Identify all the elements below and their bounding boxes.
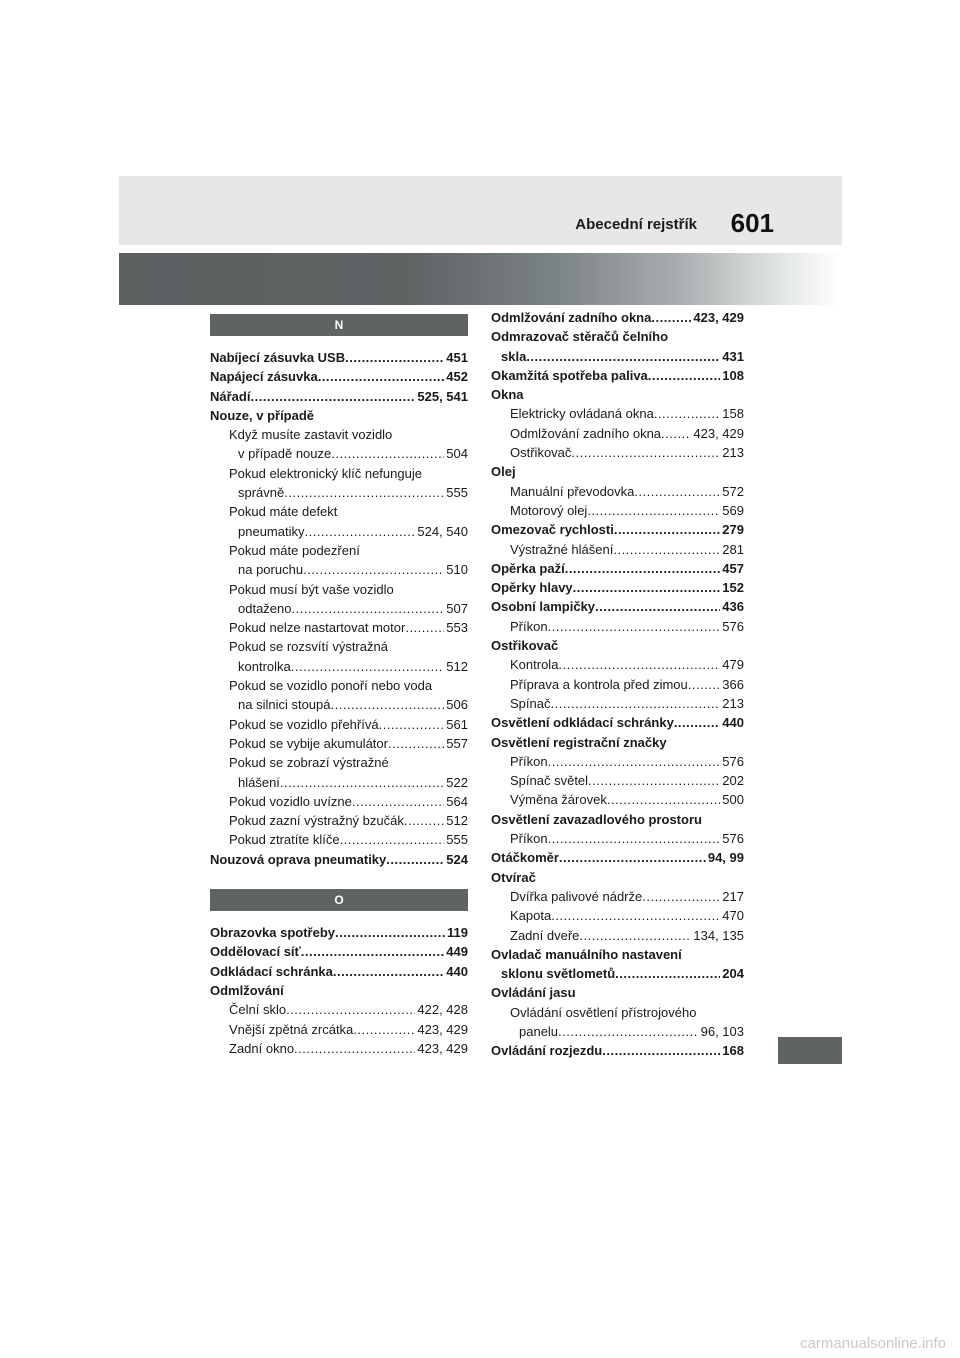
index-subheading: Když musíte zastavit vozidlo [229,427,393,443]
section-header-o: O [210,889,468,911]
index-heading: Osvětlení zavazadlového prostoru [491,811,702,827]
index-entry: Motorový olej ..... 569 [491,501,744,520]
index-entry: Vnější zpětná zrcátka ..... 423, 429 [210,1020,468,1039]
index-subheading: Pokud se rozsvítí výstražná [229,639,388,655]
index-entry: skla ..... 431 [491,347,744,366]
index-entry: Pokud vozidlo uvízne ..... 564 [210,792,468,811]
index-entry: Okamžitá spotřeba paliva ..... 108 [491,366,744,385]
index-entry: Spínač ..... 213 [491,694,744,713]
index-entry: v případě nouze ..... 504 [210,444,468,463]
index-entry: Zadní dveře ..... 134, 135 [491,926,744,945]
index-heading: Ovládání jasu [491,985,576,1001]
index-entry: Ovládání rozjezdu ..... 168 [491,1041,744,1060]
index-entry: Pokud ztratíte klíče ..... 555 [210,830,468,849]
index-subheading: Pokud elektronický klíč nefunguje [229,465,422,481]
index-entry: Ostřikovač ..... 213 [491,443,744,462]
index-entry: Obrazovka spotřeby ..... 119 [210,923,468,942]
chapter-side-tab [778,1037,842,1064]
index-entry: Opěrky hlavy ..... 152 [491,578,744,597]
index-entry: Omezovač rychlosti ..... 279 [491,520,744,539]
index-entry: Pokud se vozidlo přehřívá ..... 561 [210,715,468,734]
header-gradient-bar [119,253,842,305]
index-entry: Kontrola ..... 479 [491,655,744,674]
index-heading: Osvětlení registrační značky [491,734,667,750]
index-entry: Kapota ..... 470 [491,906,744,925]
index-entry: Výstražné hlášení ..... 281 [491,540,744,559]
index-entry: Příprava a kontrola před zimou ..... 366 [491,675,744,694]
index-heading: Otvírač [491,869,536,885]
index-entry: Opěrka paží ..... 457 [491,559,744,578]
index-entry: Příkon ..... 576 [491,752,744,771]
index-entry: panelu ..... 96, 103 [491,1022,744,1041]
index-heading: Ostřikovač [491,638,559,654]
index-entry: hlášení ..... 522 [210,773,468,792]
index-entry: Příkon ..... 576 [491,829,744,848]
index-entry: Oddělovací síť ..... 449 [210,942,468,961]
index-column-left [210,308,468,1058]
index-heading: Odmrazovač stěračů čelního [491,329,669,345]
index-entry: Elektricky ovládaná okna ..... 158 [491,404,744,423]
index-entry: kontrolka ..... 512 [210,657,468,676]
index-entry: Odkládací schránka ..... 440 [210,962,468,981]
index-subheading: Pokud se zobrazí výstražné [229,755,389,771]
index-entry: Otáčkoměr ..... 94, 99 [491,848,744,867]
index-entry: Osobní lampičky ..... 436 [491,597,744,616]
index-entry: Pokud se vybije akumulátor ..... 557 [210,734,468,753]
index-subheading: Pokud musí být vaše vozidlo [229,581,394,597]
index-entry: sklonu světlometů ..... 204 [491,964,744,983]
header-title: Abecední rejstřík [575,216,697,233]
index-entry: na poruchu ..... 510 [210,560,468,579]
index-entry: Výměna žárovek ..... 500 [491,790,744,809]
index-entry: odtaženo ..... 507 [210,599,468,618]
index-subheading: Pokud se vozidlo ponoří nebo voda [229,678,433,694]
index-entry: na silnici stoupá ..... 506 [210,695,468,714]
index-entry: Osvětlení odkládací schránky ..... 440 [491,713,744,732]
index-subheading: Ovládání osvětlení přístrojového [510,1004,697,1020]
index-entry: Manuální převodovka ..... 572 [491,482,744,501]
index-entry: Nářadí ..... 525, 541 [210,387,468,406]
index-heading: Odmlžování [210,982,284,998]
index-subheading: Pokud máte podezření [229,542,360,558]
index-entry: Pokud zazní výstražný bzučák ..... 512 [210,811,468,830]
index-entry: Odmlžování zadního okna ..... 423, 429 [491,308,744,327]
index-heading: Nouze, v případě [210,407,315,423]
index-entry: Čelní sklo ..... 422, 428 [210,1000,468,1019]
index-entry: Odmlžování zadního okna ..... 423, 429 [491,424,744,443]
page-number: 601 [730,208,774,238]
index-entry: Nabíjecí zásuvka USB ..... 451 [210,348,468,367]
watermark: carmanualsonline.info [800,1335,946,1352]
index-heading: Okna [491,387,524,403]
index-heading: Olej [491,464,516,480]
index-entry: Spínač světel ..... 202 [491,771,744,790]
header-band [119,176,842,245]
index-entry: pneumatiky ..... 524, 540 [210,522,468,541]
index-entry: Nouzová oprava pneumatiky ..... 524 [210,850,468,869]
index-entry: Napájecí zásuvka ..... 452 [210,367,468,386]
index-entry: Dvířka palivové nádrže ..... 217 [491,887,744,906]
section-header-n: N [210,314,468,336]
index-entry: správně ..... 555 [210,483,468,502]
index-column-right [491,308,744,1061]
index-heading: Ovladač manuálního nastavení [491,946,682,962]
index-subheading: Pokud máte defekt [229,504,338,520]
index-entry: Zadní okno ..... 423, 429 [210,1039,468,1058]
index-entry: Pokud nelze nastartovat motor ..... 553 [210,618,468,637]
index-entry: Příkon ..... 576 [491,617,744,636]
